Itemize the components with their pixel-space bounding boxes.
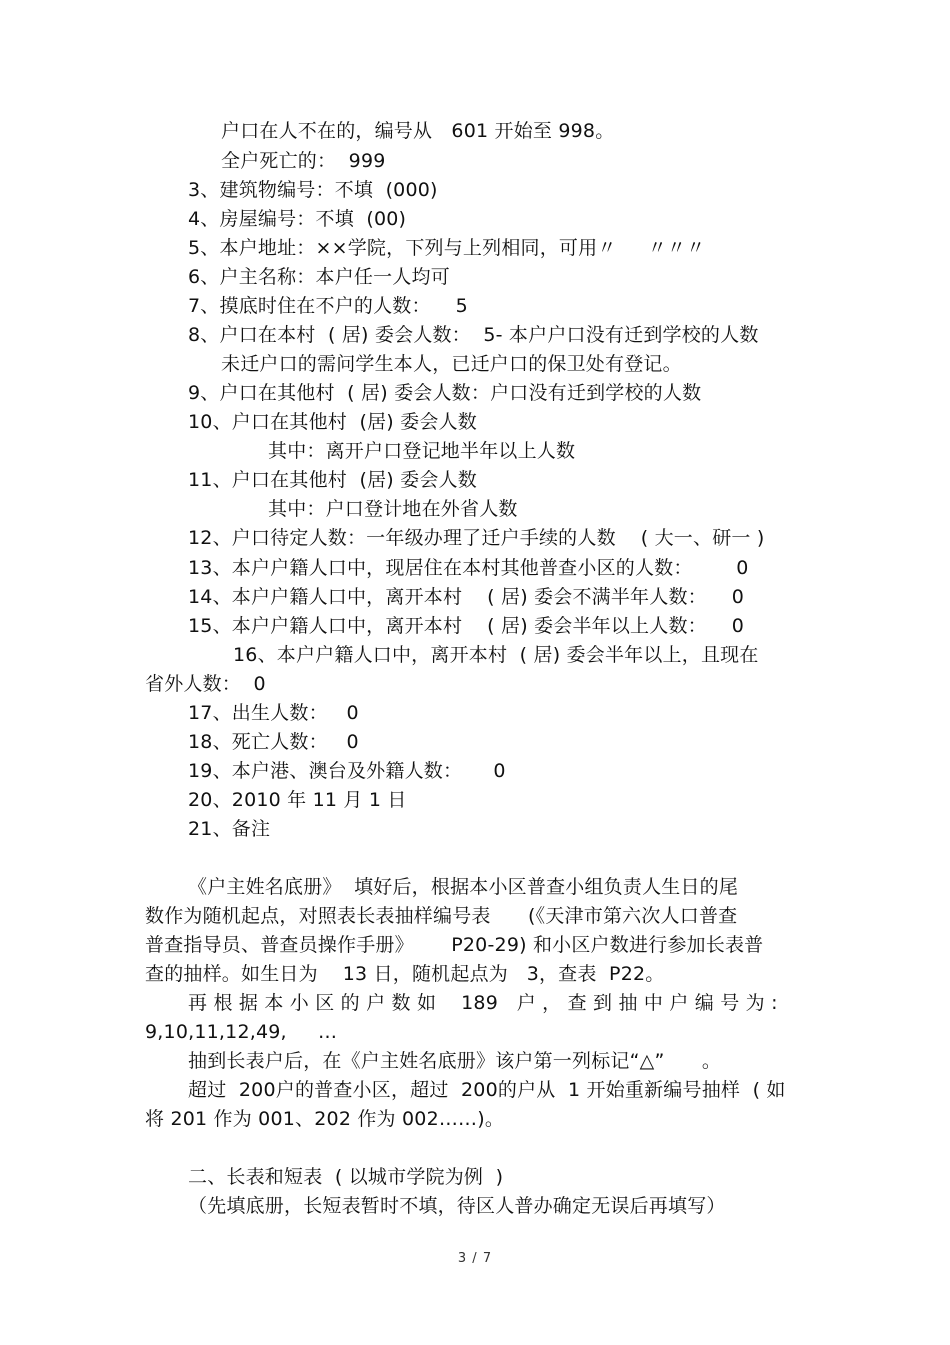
list-item: 17、出生人数： 0 xyxy=(188,702,359,724)
text-line: 全户死亡的： 999 xyxy=(221,150,386,172)
page-number: 3 / 7 xyxy=(457,1251,493,1266)
list-item: 15、本户户籍人口中，离开本村 ( 居) 委会半年以上人数： 0 xyxy=(188,615,745,637)
list-item: 12、户口待定人数：一年级办理了迁户手续的人数 ( 大一、研一 ) xyxy=(188,527,765,549)
paragraph-line: 将 201 作为 001、202 作为 002……)。 xyxy=(145,1108,505,1130)
section-heading: 二、长表和短表 ( 以城市学院为例 ) xyxy=(188,1166,504,1188)
list-item: 18、死亡人数： 0 xyxy=(188,731,359,753)
list-item: 21、备注 xyxy=(188,818,271,840)
list-item: 8、户口在本村 ( 居) 委会人数： 5- 本户户口没有迁到学校的人数 xyxy=(188,324,759,346)
paragraph-line: 查的抽样。如生日为 13 日，随机起点为 3，查表 P22。 xyxy=(145,963,665,985)
list-item: 19、本户港、澳台及外籍人数： 0 xyxy=(188,760,506,782)
paragraph-line: 抽到长表户后，在《户主姓名底册》该户第一列标记“△” 。 xyxy=(188,1050,722,1072)
text-line: 未迁户口的需问学生本人，已迁户口的保卫处有登记。 xyxy=(221,353,682,375)
list-item: 14、本户户籍人口中，离开本村 ( 居) 委会不满半年人数： 0 xyxy=(188,586,745,608)
list-item: 20、2010 年 11 月 1 日 xyxy=(188,789,407,811)
list-item: 9、户口在其他村 ( 居) 委会人数：户口没有迁到学校的人数 xyxy=(188,382,702,404)
text-line: 其中：户口登计地在外省人数 xyxy=(268,498,518,520)
list-item: 7、摸底时住在不户的人数： 5 xyxy=(188,295,468,317)
section-note: （先填底册，长短表暂时不填，待区人普办确定无误后再填写） xyxy=(188,1195,726,1217)
paragraph-line: 9,10,11,12,49, … xyxy=(145,1021,338,1043)
list-item: 11、户口在其他村 (居) 委会人数 xyxy=(188,469,477,491)
list-item: 6、户主名称：本户任一人均可 xyxy=(188,266,450,288)
list-item: 4、房屋编号：不填 (00) xyxy=(188,208,407,230)
text-line: 其中：离开户口登记地半年以上人数 xyxy=(268,440,576,462)
list-item: 3、建筑物编号：不填 (000) xyxy=(188,179,438,201)
list-item: 16、本户户籍人口中，离开本村 ( 居) 委会半年以上，且现在 xyxy=(233,644,759,666)
text-line: 户口在人不在的，编号从 601 开始至 998。 xyxy=(221,120,615,142)
paragraph-line: 再 根 据 本 小 区 的 户 数 如 189 户 ， 查 到 抽 中 户 编 号 为 : xyxy=(188,992,778,1014)
paragraph-line: 普查指导员、普查员操作手册》 P20-29) 和小区户数进行参加长表普 xyxy=(145,934,764,956)
paragraph-line: 数作为随机起点，对照表长表抽样编号表 (《天津市第六次人口普查 xyxy=(145,905,738,927)
list-item: 5、本户地址：××学院，下列与上列相同，可用〃 〃〃〃 xyxy=(188,237,706,259)
list-item: 10、户口在其他村 (居) 委会人数 xyxy=(188,411,477,433)
text-line: 省外人数： 0 xyxy=(145,673,266,695)
paragraph-line: 超过 200户的普查小区，超过 200的户从 1 开始重新编号抽样 ( 如 xyxy=(188,1079,786,1101)
paragraph-line: 《户主姓名底册》 填好后，根据本小区普查小组负责人生日的尾 xyxy=(188,876,739,898)
list-item: 13、本户户籍人口中，现居住在本村其他普查小区的人数： 0 xyxy=(188,557,749,579)
